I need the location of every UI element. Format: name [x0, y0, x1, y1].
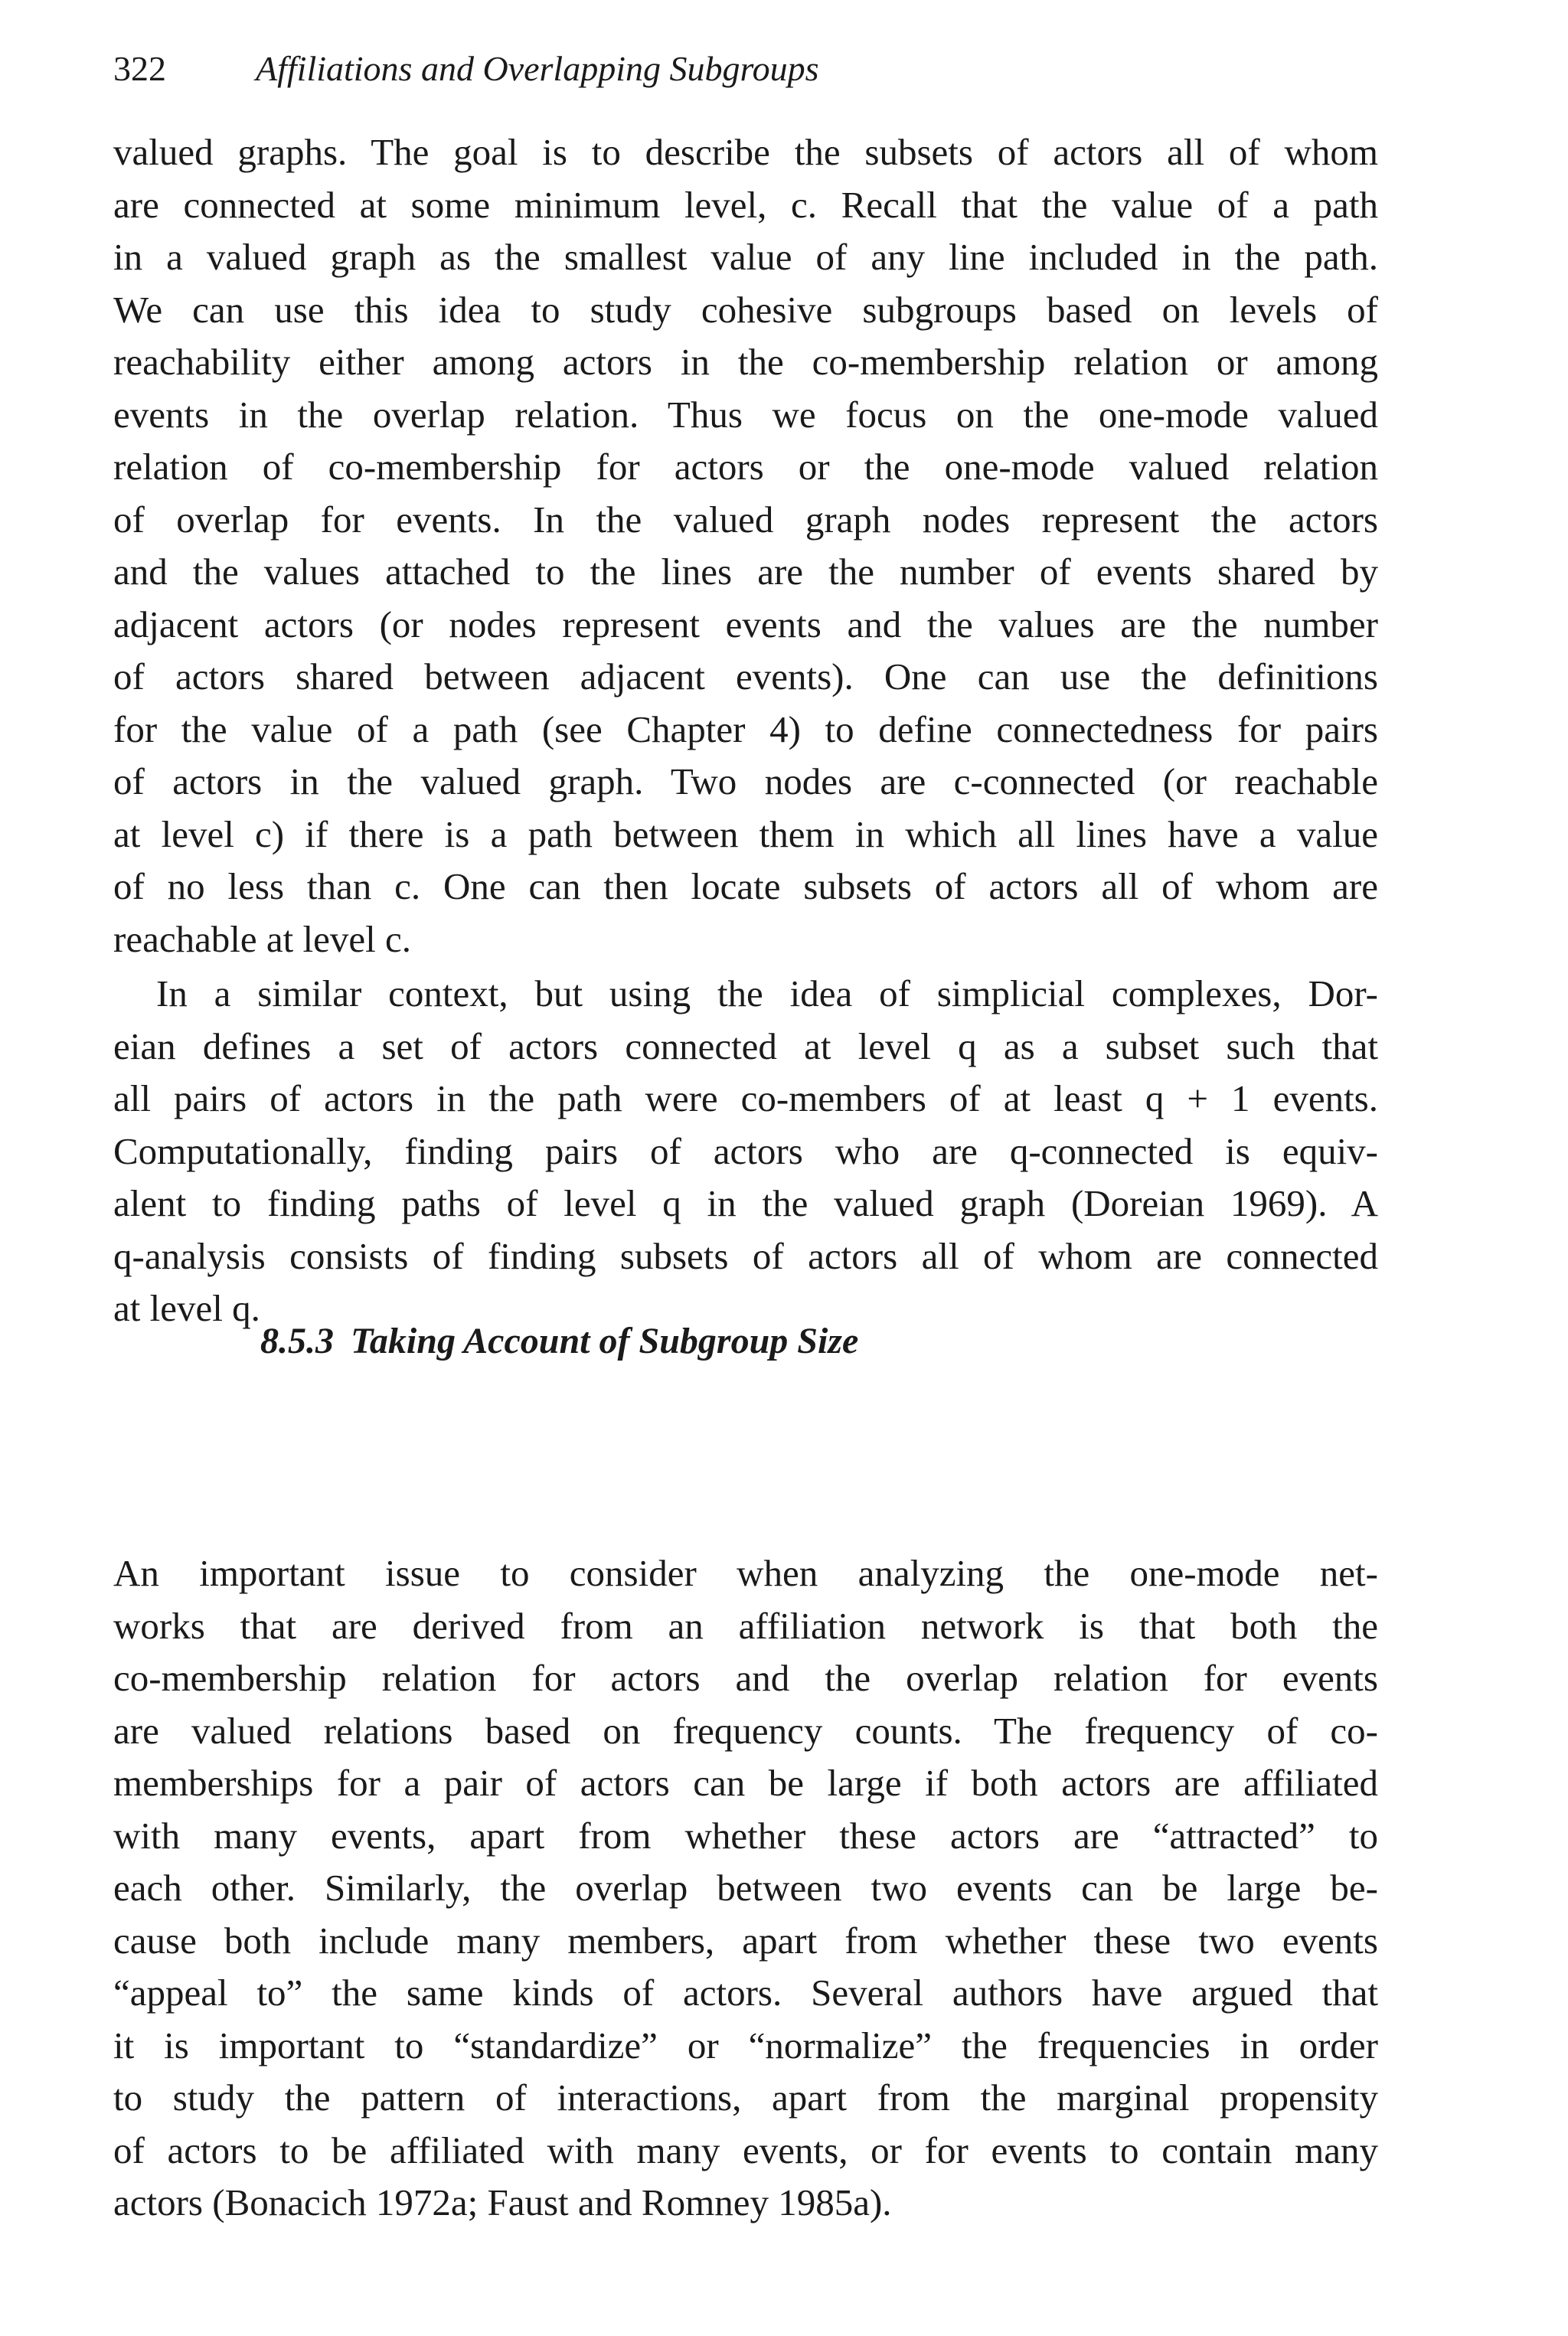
text-line: Computationally, finding pairs of actors who are q-connected is equiv-	[113, 1129, 1378, 1172]
text-line: actors (Bonacich 1972a; Faust and Romney 1985a).	[113, 2181, 892, 2223]
text-line: “appeal to” the same kinds of actors. Several authors have argued that	[113, 1972, 1378, 2014]
text-line: of no less than c. One can then locate subsets of actors all of whom are	[113, 865, 1378, 907]
text-line: In a similar context, but using the idea of simplicial complexes, Dor-	[156, 972, 1378, 1014]
text-line: of actors to be affiliated with many events, or for events to contain many	[113, 2129, 1378, 2171]
text-line: valued graphs. The goal is to describe the subsets of actors all of whom	[113, 131, 1378, 173]
text-line: of actors in the valued graph. Two nodes are c-connected (or reachable	[113, 760, 1378, 802]
text-line: An important issue to consider when analyzing the one-mode net-	[113, 1552, 1378, 1594]
text-line: of overlap for events. In the valued graph nodes represent the actors	[113, 498, 1378, 541]
text-line: reachability either among actors in the co-membership relation or among	[113, 341, 1378, 383]
text-line: all pairs of actors in the path were co-members of at least q + 1 events.	[113, 1077, 1378, 1119]
paragraph-subgroup-size	[113, 1547, 1378, 2230]
text-line: co-membership relation for actors and the overlap relation for events	[113, 1657, 1378, 1699]
text-line: events in the overlap relation. Thus we focus on the one-mode valued	[113, 393, 1378, 436]
text-line: in a valued graph as the smallest value of any line included in the path.	[113, 236, 1378, 278]
text-line: of actors shared between adjacent events). One can use the definitions	[113, 655, 1378, 698]
text-line: it is important to “standardize” or “normalize” the frequencies in order	[113, 2024, 1378, 2066]
text-line: eian defines a set of actors connected at level q as a subset such that	[113, 1024, 1378, 1067]
text-line: We can use this idea to study cohesive subgroups based on levels of	[113, 288, 1378, 331]
text-line: are valued relations based on frequency counts. The frequency of co-	[113, 1709, 1378, 1752]
text-line: are connected at some minimum level, c. Recall that the value of a path	[113, 183, 1378, 226]
text-line: and the values attached to the lines are the number of events shared by	[113, 551, 1378, 593]
text-line: at level q.	[113, 1287, 260, 1329]
text-line: at level c) if there is a path between them in which all lines have a value	[113, 812, 1378, 855]
text-line: relation of co-membership for actors or the one-mode valued relation	[113, 446, 1378, 488]
section-number: 8.5.3	[260, 1321, 334, 1361]
paragraph-valued-graphs	[113, 126, 1378, 965]
text-line: to study the pattern of interactions, apart from the marginal propensity	[113, 2076, 1378, 2119]
page-number: 322	[113, 49, 166, 88]
section-title: Taking Account of Subgroup Size	[351, 1321, 859, 1361]
text-line: works that are derived from an affiliation network is that both the	[113, 1604, 1378, 1647]
text-line: each other. Similarly, the overlap between two events can be large be-	[113, 1867, 1378, 1909]
text-line: for the value of a path (see Chapter 4) to define connectedness for pairs	[113, 707, 1378, 750]
text-line: with many events, apart from whether these actors are “attracted” to	[113, 1814, 1378, 1857]
section-heading	[260, 1317, 858, 1366]
text-line: reachable at level c.	[113, 917, 412, 960]
running-head	[113, 44, 1415, 93]
running-head-title: Affiliations and Overlapping Subgroups	[256, 49, 819, 88]
text-line: memberships for a pair of actors can be large if both actors are affiliated	[113, 1762, 1378, 1804]
text-line: q-analysis consists of finding subsets of actors all of whom are connected	[113, 1234, 1378, 1277]
text-line: alent to finding paths of level q in the valued graph (Doreian 1969). A	[113, 1182, 1378, 1224]
text-line: adjacent actors (or nodes represent events and the values are the number	[113, 603, 1378, 645]
text-line: cause both include many members, apart from whether these two events	[113, 1919, 1378, 1962]
paragraph-q-analysis	[113, 968, 1378, 1335]
